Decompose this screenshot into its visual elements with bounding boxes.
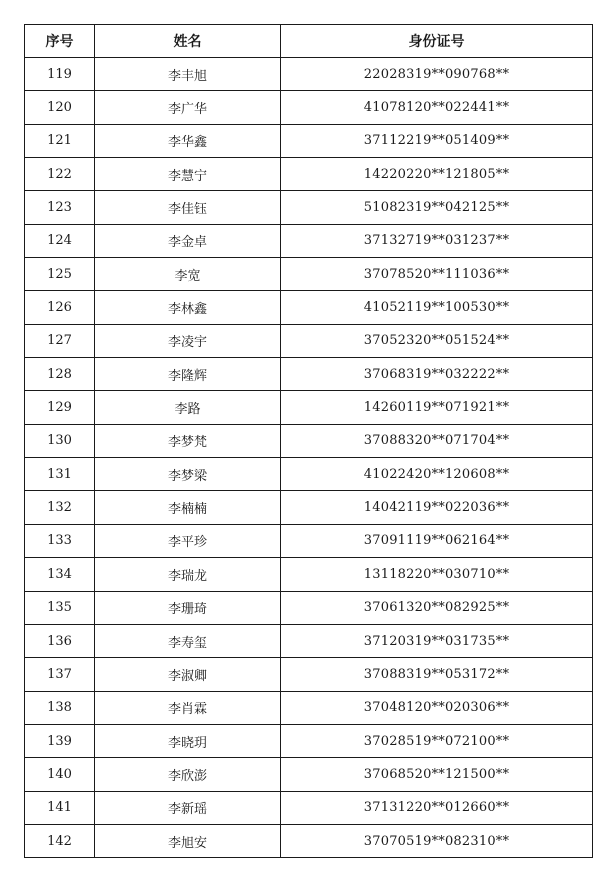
cell-id-number: 41022420**120608** — [281, 458, 593, 491]
cell-id-number: 14042119**022036** — [281, 491, 593, 524]
table-row — [25, 458, 593, 491]
cell-index: 123 — [25, 191, 95, 224]
cell-name: 李楠楠 — [95, 491, 281, 524]
cell-name: 李佳钰 — [95, 191, 281, 224]
header-id-number: 身份证号 — [281, 25, 593, 58]
cell-index: 137 — [25, 658, 95, 691]
table-row — [25, 224, 593, 257]
cell-index: 122 — [25, 158, 95, 191]
table-row — [25, 258, 593, 291]
cell-name: 李梦梵 — [95, 424, 281, 457]
cell-id-number: 14220220**121805** — [281, 158, 593, 191]
cell-name: 李新瑶 — [95, 791, 281, 824]
table-row — [25, 591, 593, 624]
cell-name: 李隆辉 — [95, 358, 281, 391]
cell-index: 125 — [25, 258, 95, 291]
cell-name: 李淑卿 — [95, 658, 281, 691]
cell-name: 李寿玺 — [95, 624, 281, 657]
table-row — [25, 91, 593, 124]
cell-id-number: 41052119**100530** — [281, 291, 593, 324]
header-index: 序号 — [25, 25, 95, 58]
cell-id-number: 37078520**111036** — [281, 258, 593, 291]
table-row — [25, 691, 593, 724]
table-row — [25, 191, 593, 224]
cell-id-number: 37068520**121500** — [281, 758, 593, 791]
cell-name: 李金卓 — [95, 224, 281, 257]
cell-name: 李旭安 — [95, 824, 281, 857]
cell-id-number: 37091119**062164** — [281, 524, 593, 557]
cell-id-number: 22028319**090768** — [281, 58, 593, 91]
header-name: 姓名 — [95, 25, 281, 58]
cell-id-number: 37061320**082925** — [281, 591, 593, 624]
cell-id-number: 37132719**031237** — [281, 224, 593, 257]
cell-index: 121 — [25, 124, 95, 157]
cell-index: 129 — [25, 391, 95, 424]
table-header-row — [25, 25, 593, 58]
table-row — [25, 758, 593, 791]
cell-name: 李宽 — [95, 258, 281, 291]
cell-index: 128 — [25, 358, 95, 391]
cell-name: 李梦梁 — [95, 458, 281, 491]
table-row — [25, 158, 593, 191]
cell-index: 138 — [25, 691, 95, 724]
table-row — [25, 291, 593, 324]
cell-index: 133 — [25, 524, 95, 557]
cell-id-number: 41078120**022441** — [281, 91, 593, 124]
table-row — [25, 824, 593, 857]
cell-id-number: 37052320**051524** — [281, 324, 593, 357]
cell-index: 124 — [25, 224, 95, 257]
cell-index: 127 — [25, 324, 95, 357]
cell-id-number: 37112219**051409** — [281, 124, 593, 157]
table-row — [25, 124, 593, 157]
cell-name: 李路 — [95, 391, 281, 424]
cell-index: 119 — [25, 58, 95, 91]
cell-index: 136 — [25, 624, 95, 657]
cell-index: 135 — [25, 591, 95, 624]
table-row — [25, 491, 593, 524]
cell-id-number: 37088319**053172** — [281, 658, 593, 691]
cell-name: 李平珍 — [95, 524, 281, 557]
table-row — [25, 324, 593, 357]
cell-id-number: 14260119**071921** — [281, 391, 593, 424]
cell-name: 李华鑫 — [95, 124, 281, 157]
cell-id-number: 37088320**071704** — [281, 424, 593, 457]
roster-table — [24, 24, 593, 858]
table-row — [25, 424, 593, 457]
table-row — [25, 358, 593, 391]
cell-index: 139 — [25, 724, 95, 757]
cell-name: 李丰旭 — [95, 58, 281, 91]
cell-name: 李肖霖 — [95, 691, 281, 724]
cell-name: 李欣澎 — [95, 758, 281, 791]
cell-index: 131 — [25, 458, 95, 491]
cell-id-number: 37070519**082310** — [281, 824, 593, 857]
table-row — [25, 791, 593, 824]
cell-id-number: 37028519**072100** — [281, 724, 593, 757]
cell-name: 李林鑫 — [95, 291, 281, 324]
cell-id-number: 13118220**030710** — [281, 558, 593, 591]
cell-index: 132 — [25, 491, 95, 524]
cell-name: 李瑞龙 — [95, 558, 281, 591]
table-row — [25, 624, 593, 657]
table-row — [25, 524, 593, 557]
cell-index: 120 — [25, 91, 95, 124]
document-page — [24, 24, 592, 858]
cell-name: 李慧宁 — [95, 158, 281, 191]
cell-index: 142 — [25, 824, 95, 857]
cell-index: 140 — [25, 758, 95, 791]
table-row — [25, 558, 593, 591]
cell-index: 134 — [25, 558, 95, 591]
cell-id-number: 51082319**042125** — [281, 191, 593, 224]
table-row — [25, 58, 593, 91]
table-row — [25, 658, 593, 691]
table-row — [25, 391, 593, 424]
cell-index: 130 — [25, 424, 95, 457]
cell-index: 126 — [25, 291, 95, 324]
cell-index: 141 — [25, 791, 95, 824]
cell-name: 李晓玥 — [95, 724, 281, 757]
cell-id-number: 37048120**020306** — [281, 691, 593, 724]
table-row — [25, 724, 593, 757]
cell-name: 李珊琦 — [95, 591, 281, 624]
cell-name: 李广华 — [95, 91, 281, 124]
cell-id-number: 37120319**031735** — [281, 624, 593, 657]
cell-id-number: 37068319**032222** — [281, 358, 593, 391]
cell-id-number: 37131220**012660** — [281, 791, 593, 824]
cell-name: 李凌宇 — [95, 324, 281, 357]
